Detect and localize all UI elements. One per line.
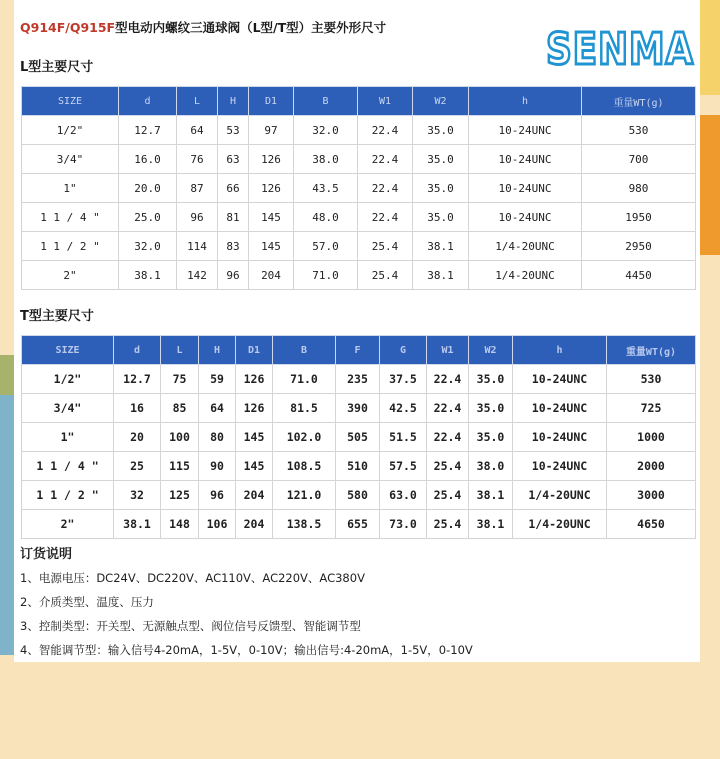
order-note-item: 4、智能调节型：输入信号4-20mA，1-5V，0-10V；输出信号:4-20mA，1-5V，0-10V xyxy=(20,643,473,657)
table-cell: 4450 xyxy=(582,261,696,290)
table-cell: 38.1 xyxy=(413,232,469,261)
table-cell: 1000 xyxy=(607,423,696,452)
table-row xyxy=(22,174,696,203)
table-cell: 106 xyxy=(199,510,236,539)
table-cell: 10-24UNC xyxy=(513,423,607,452)
column-header: D1 xyxy=(249,87,294,116)
table-cell: 25.4 xyxy=(427,452,469,481)
table-cell: 1 1 / 4 " xyxy=(22,452,114,481)
table-cell: 655 xyxy=(336,510,380,539)
table-cell: 102.0 xyxy=(273,423,336,452)
table-cell: 38.0 xyxy=(294,145,358,174)
table-row xyxy=(22,261,696,290)
table-cell: 10-24UNC xyxy=(513,452,607,481)
table-cell: 25.4 xyxy=(358,261,413,290)
section-title-t: T型主要尺寸 xyxy=(20,309,94,324)
table-cell: 145 xyxy=(236,423,273,452)
table-cell: 204 xyxy=(249,261,294,290)
table-cell: 3000 xyxy=(607,481,696,510)
table-cell: 35.0 xyxy=(469,365,513,394)
table-cell: 51.5 xyxy=(380,423,427,452)
table-row xyxy=(22,116,696,145)
table-cell: 12.7 xyxy=(114,365,161,394)
table-cell: 38.1 xyxy=(469,510,513,539)
table-cell: 35.0 xyxy=(469,394,513,423)
column-header: W2 xyxy=(469,336,513,365)
table-cell: 63 xyxy=(218,145,249,174)
table-cell: 1/2" xyxy=(22,116,119,145)
order-note-item: 3、控制类型：开关型、无源触点型、阀位信号反馈型、智能调节型 xyxy=(20,619,361,633)
spec-sheet xyxy=(14,0,700,662)
table-cell: 20 xyxy=(114,423,161,452)
column-header: L xyxy=(161,336,199,365)
column-header: W1 xyxy=(427,336,469,365)
table-cell: 1/4-20UNC xyxy=(469,232,582,261)
table-cell: 1 1 / 4 " xyxy=(22,203,119,232)
table-cell: 32.0 xyxy=(294,116,358,145)
table-cell: 390 xyxy=(336,394,380,423)
table-cell: 530 xyxy=(607,365,696,394)
table-cell: 66 xyxy=(218,174,249,203)
table-cell: 64 xyxy=(199,394,236,423)
column-header: W2 xyxy=(413,87,469,116)
table-cell: 126 xyxy=(249,145,294,174)
table-cell: 10-24UNC xyxy=(469,203,582,232)
table-cell: 22.4 xyxy=(358,116,413,145)
table-cell: 1/4-20UNC xyxy=(513,481,607,510)
table-cell: 22.4 xyxy=(427,365,469,394)
table-cell: 38.1 xyxy=(119,261,177,290)
table-cell: 22.4 xyxy=(427,423,469,452)
table-header-row xyxy=(22,87,696,116)
table-cell: 145 xyxy=(249,203,294,232)
table-cell: 235 xyxy=(336,365,380,394)
table-cell: 35.0 xyxy=(413,116,469,145)
column-header: W1 xyxy=(358,87,413,116)
table-cell: 204 xyxy=(236,481,273,510)
table-row xyxy=(22,203,696,232)
section-title-l: L型主要尺寸 xyxy=(20,60,94,75)
table-cell: 2000 xyxy=(607,452,696,481)
table-cell: 1 1 / 2 " xyxy=(22,481,114,510)
logo-text: SENMA xyxy=(546,24,694,75)
table-cell: 505 xyxy=(336,423,380,452)
table-cell: 87 xyxy=(177,174,218,203)
table-cell: 32.0 xyxy=(119,232,177,261)
table-cell: 148 xyxy=(161,510,199,539)
table-cell: 90 xyxy=(199,452,236,481)
table-cell: 63.0 xyxy=(380,481,427,510)
table-cell: 22.4 xyxy=(358,145,413,174)
table-cell: 59 xyxy=(199,365,236,394)
table-cell: 96 xyxy=(177,203,218,232)
table-cell: 42.5 xyxy=(380,394,427,423)
table-cell: 108.5 xyxy=(273,452,336,481)
table-row xyxy=(22,481,696,510)
table-row xyxy=(22,452,696,481)
order-note-item: 2、介质类型、温度、压力 xyxy=(20,595,154,609)
table-cell: 38.1 xyxy=(114,510,161,539)
decor-stripe-orange xyxy=(700,115,720,255)
table-cell: 1" xyxy=(22,174,119,203)
table-cell: 125 xyxy=(161,481,199,510)
table-cell: 145 xyxy=(249,232,294,261)
table-cell: 83 xyxy=(218,232,249,261)
table-cell: 115 xyxy=(161,452,199,481)
table-cell: 97 xyxy=(249,116,294,145)
table-cell: 80 xyxy=(199,423,236,452)
table-cell: 20.0 xyxy=(119,174,177,203)
table-cell: 53 xyxy=(218,116,249,145)
table-cell: 10-24UNC xyxy=(469,174,582,203)
table-cell: 2" xyxy=(22,261,119,290)
table-header-row xyxy=(22,336,696,365)
table-cell: 48.0 xyxy=(294,203,358,232)
table-cell: 37.5 xyxy=(380,365,427,394)
column-header: h xyxy=(469,87,582,116)
table-cell: 73.0 xyxy=(380,510,427,539)
column-header: D1 xyxy=(236,336,273,365)
table-cell: 510 xyxy=(336,452,380,481)
table-cell: 57.5 xyxy=(380,452,427,481)
table-cell: 81.5 xyxy=(273,394,336,423)
table-cell: 16 xyxy=(114,394,161,423)
table-cell: 1 1 / 2 " xyxy=(22,232,119,261)
senma-logo xyxy=(544,24,696,75)
table-cell: 71.0 xyxy=(273,365,336,394)
table-cell: 138.5 xyxy=(273,510,336,539)
table-cell: 25.4 xyxy=(358,232,413,261)
title-text: 型电动内螺纹三通球阀（L型/T型）主要外形尺寸 xyxy=(115,20,387,35)
table-cell: 145 xyxy=(236,452,273,481)
l-type-dimension-table xyxy=(21,86,696,290)
table-cell: 1/2" xyxy=(22,365,114,394)
table-cell: 22.4 xyxy=(358,203,413,232)
table-cell: 85 xyxy=(161,394,199,423)
column-header: 重量WT(g) xyxy=(582,87,696,116)
model-code: Q914F/Q915F xyxy=(20,20,116,35)
table-cell: 121.0 xyxy=(273,481,336,510)
column-header: d xyxy=(114,336,161,365)
decor-stripe-green xyxy=(0,355,14,395)
table-cell: 25 xyxy=(114,452,161,481)
table-cell: 25.0 xyxy=(119,203,177,232)
table-row xyxy=(22,394,696,423)
column-header: B xyxy=(294,87,358,116)
table-cell: 700 xyxy=(582,145,696,174)
table-cell: 38.1 xyxy=(469,481,513,510)
table-cell: 126 xyxy=(249,174,294,203)
table-cell: 38.1 xyxy=(413,261,469,290)
table-cell: 2950 xyxy=(582,232,696,261)
table-row xyxy=(22,365,696,394)
column-header: L xyxy=(177,87,218,116)
table-cell: 114 xyxy=(177,232,218,261)
table-cell: 22.4 xyxy=(358,174,413,203)
table-cell: 530 xyxy=(582,116,696,145)
table-cell: 2" xyxy=(22,510,114,539)
table-cell: 142 xyxy=(177,261,218,290)
column-header: H xyxy=(199,336,236,365)
order-note-item: 1、电源电压：DC24V、DC220V、AC110V、AC220V、AC380V xyxy=(20,571,365,585)
column-header: SIZE xyxy=(22,87,119,116)
table-cell: 38.0 xyxy=(469,452,513,481)
table-cell: 126 xyxy=(236,365,273,394)
table-cell: 1/4-20UNC xyxy=(513,510,607,539)
table-cell: 580 xyxy=(336,481,380,510)
column-header: H xyxy=(218,87,249,116)
table-cell: 35.0 xyxy=(413,145,469,174)
table-cell: 96 xyxy=(199,481,236,510)
table-cell: 43.5 xyxy=(294,174,358,203)
table-cell: 3/4" xyxy=(22,394,114,423)
table-cell: 35.0 xyxy=(413,174,469,203)
table-cell: 12.7 xyxy=(119,116,177,145)
table-cell: 1950 xyxy=(582,203,696,232)
table-cell: 204 xyxy=(236,510,273,539)
table-cell: 100 xyxy=(161,423,199,452)
table-cell: 980 xyxy=(582,174,696,203)
table-cell: 10-24UNC xyxy=(513,394,607,423)
table-cell: 96 xyxy=(218,261,249,290)
table-cell: 75 xyxy=(161,365,199,394)
decor-stripe-blue xyxy=(0,355,14,655)
table-cell: 10-24UNC xyxy=(469,116,582,145)
table-row xyxy=(22,510,696,539)
table-cell: 16.0 xyxy=(119,145,177,174)
table-row xyxy=(22,145,696,174)
table-cell: 1" xyxy=(22,423,114,452)
column-header: d xyxy=(119,87,177,116)
column-header: G xyxy=(380,336,427,365)
table-cell: 64 xyxy=(177,116,218,145)
table-cell: 4650 xyxy=(607,510,696,539)
table-cell: 32 xyxy=(114,481,161,510)
column-header: SIZE xyxy=(22,336,114,365)
table-cell: 35.0 xyxy=(413,203,469,232)
table-cell: 10-24UNC xyxy=(513,365,607,394)
order-notes-title: 订货说明 xyxy=(20,547,73,562)
table-cell: 22.4 xyxy=(427,394,469,423)
table-row xyxy=(22,423,696,452)
column-header: 重量WT(g) xyxy=(607,336,696,365)
table-cell: 81 xyxy=(218,203,249,232)
table-cell: 1/4-20UNC xyxy=(469,261,582,290)
column-header: h xyxy=(513,336,607,365)
table-cell: 35.0 xyxy=(469,423,513,452)
table-row xyxy=(22,232,696,261)
table-cell: 10-24UNC xyxy=(469,145,582,174)
column-header: B xyxy=(273,336,336,365)
table-cell: 126 xyxy=(236,394,273,423)
page-title xyxy=(20,18,386,36)
table-cell: 76 xyxy=(177,145,218,174)
table-cell: 3/4" xyxy=(22,145,119,174)
t-type-dimension-table xyxy=(21,335,696,539)
table-cell: 71.0 xyxy=(294,261,358,290)
column-header: F xyxy=(336,336,380,365)
table-cell: 725 xyxy=(607,394,696,423)
table-cell: 57.0 xyxy=(294,232,358,261)
decor-stripe-yellow xyxy=(700,0,720,95)
table-cell: 25.4 xyxy=(427,481,469,510)
table-cell: 25.4 xyxy=(427,510,469,539)
